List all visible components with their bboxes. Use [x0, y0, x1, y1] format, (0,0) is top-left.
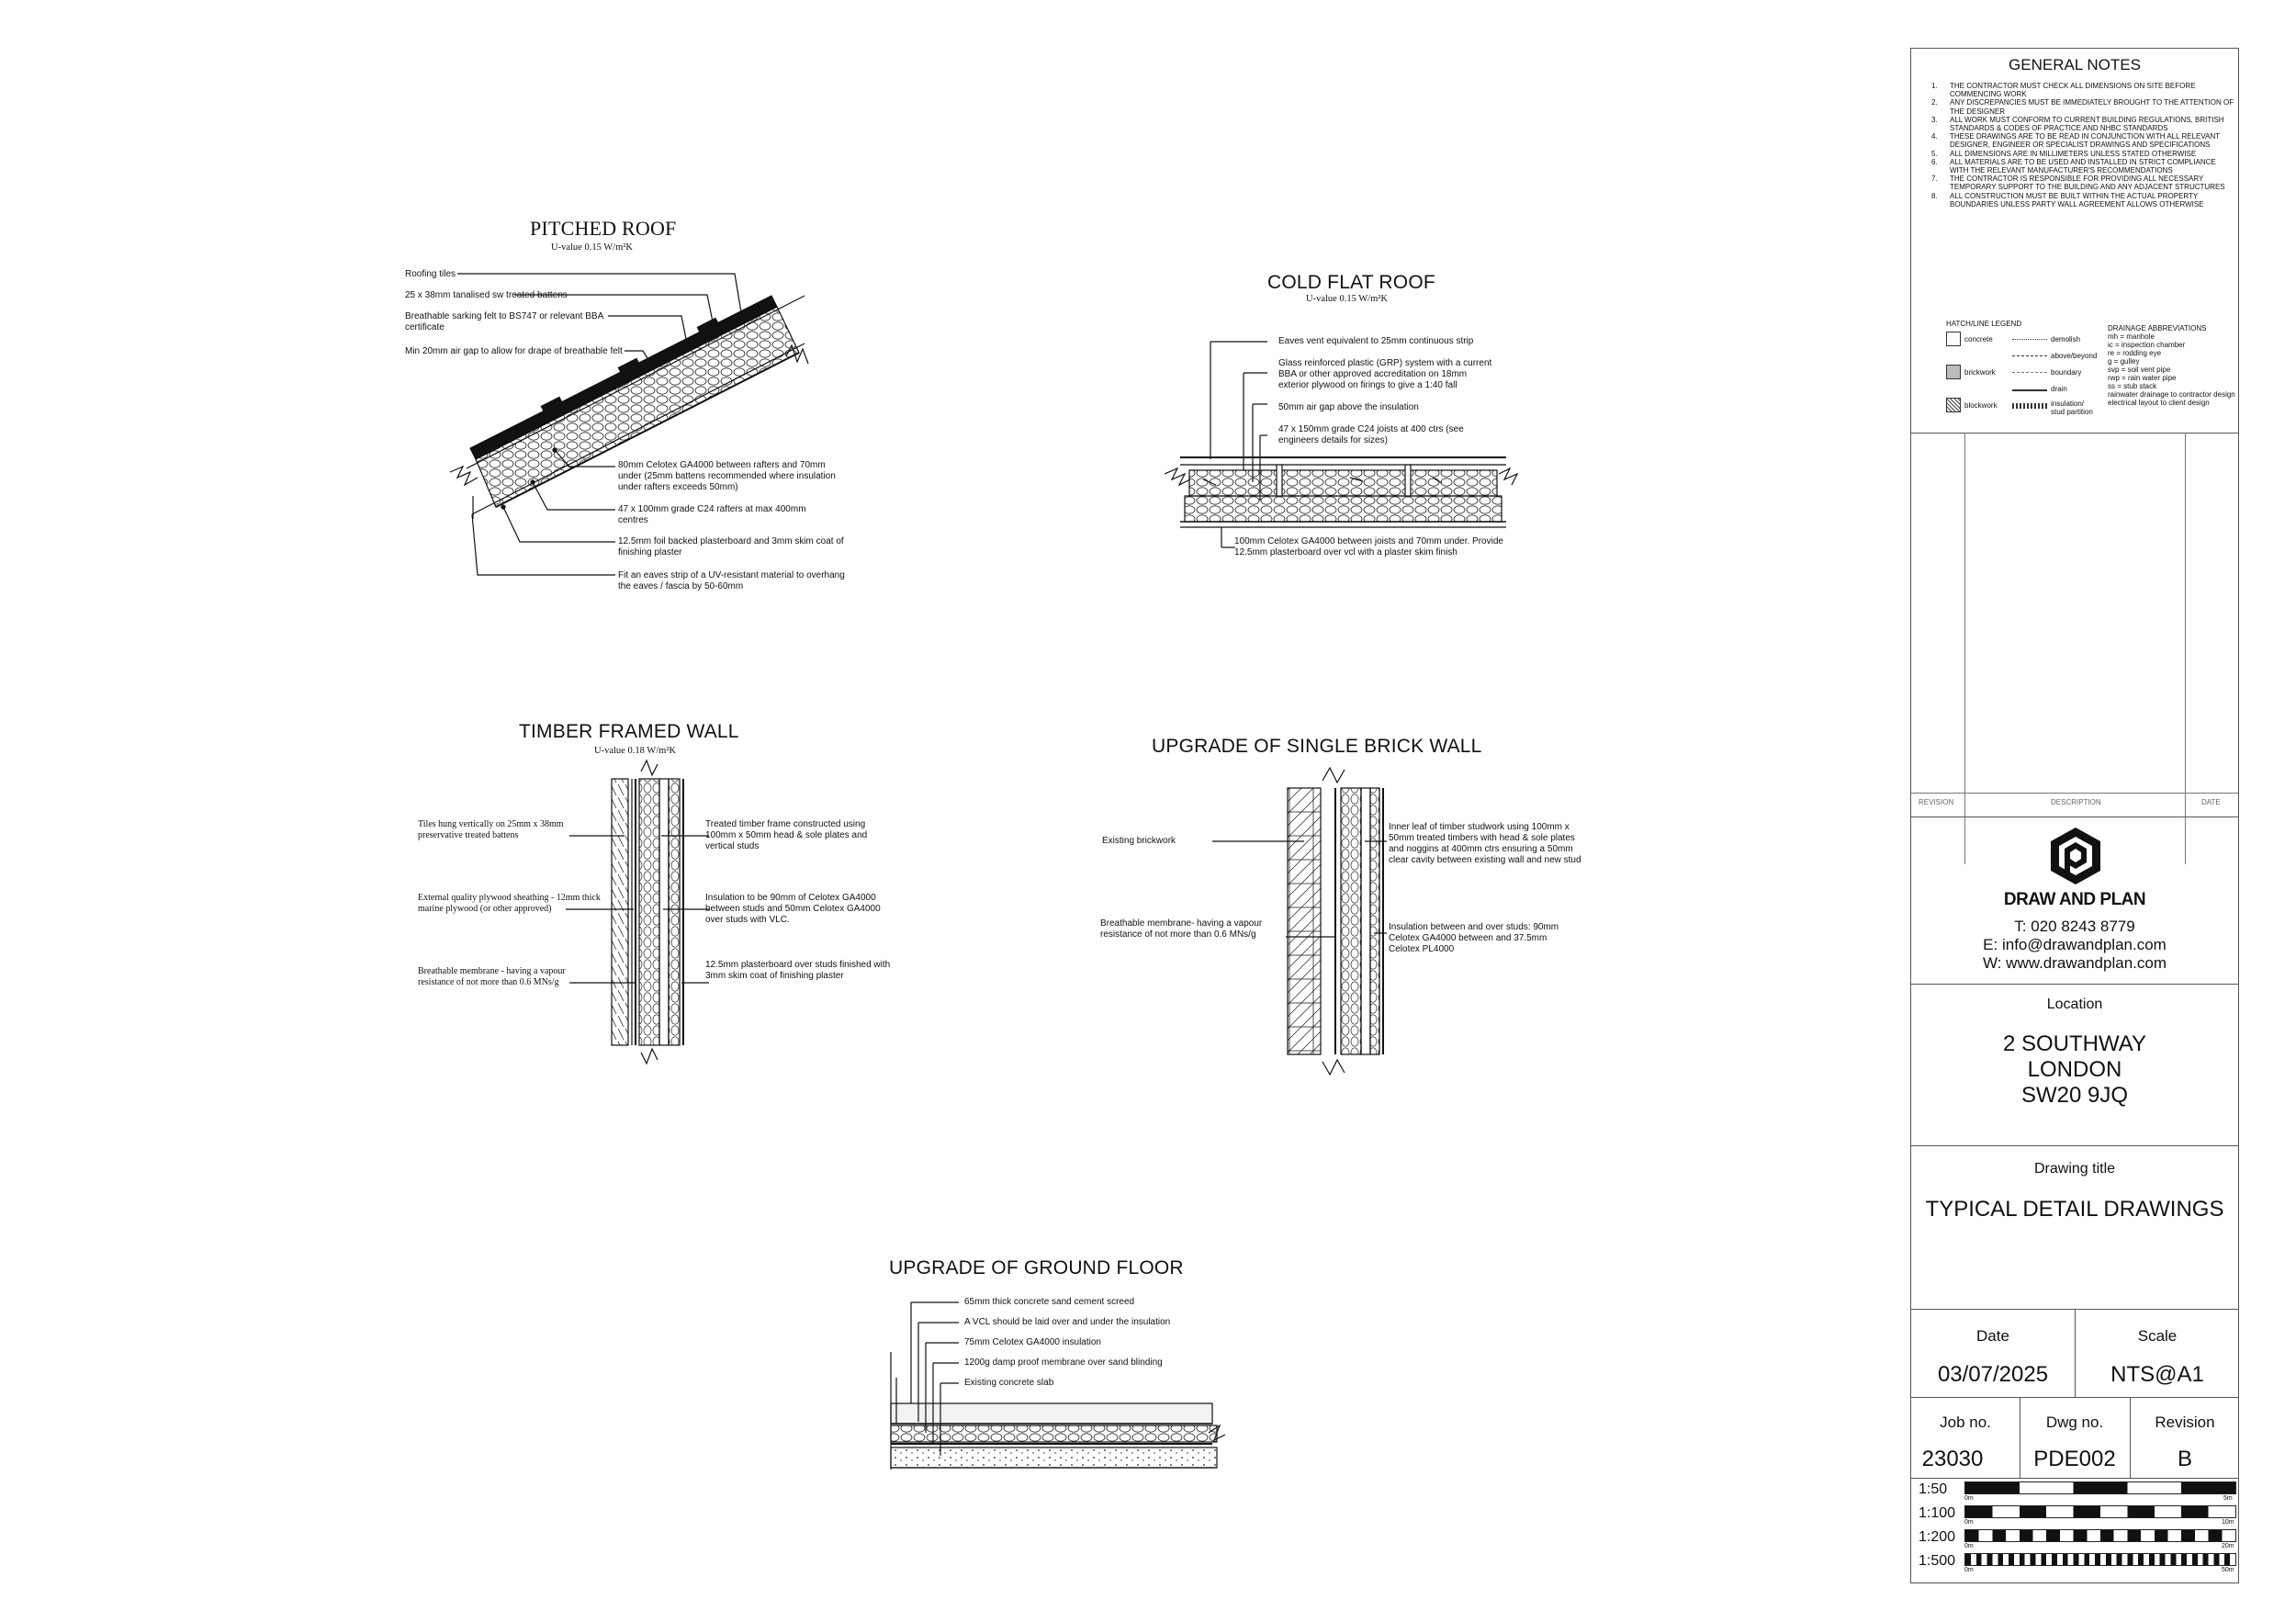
- general-note: 7. THE CONTRACTOR IS RESPONSIBLE FOR PROVIDING ALL NECESSARY TEMPORARY SUPPORT TO THE BUILDING AND ANY ADJACENT STRUCTURES: [1931, 175, 2225, 192]
- scale-bar: [1964, 1529, 2236, 1542]
- timber-wall-label: Tiles hung vertically on 25mm x 38mm preservative treated battens: [418, 819, 564, 840]
- general-note: 2. ANY DISCREPANCIES MUST BE IMMEDIATELY BROUGHT TO THE ATTENTION OF THE DESIGNER: [1931, 98, 2234, 116]
- drawing-title-label: Drawing title: [2033, 1161, 2116, 1177]
- dwg-value: PDE002: [2033, 1447, 2116, 1471]
- pitched-roof-label: 47 x 100mm grade C24 rafters at max 400mm centres: [618, 504, 806, 525]
- company-logo-icon: [2049, 826, 2102, 886]
- brick-wall-title: UPGRADE OF SINGLE BRICK WALL: [1152, 736, 1482, 757]
- drainage-item: re = rodding eye: [2108, 349, 2162, 357]
- company-phone: T: 020 8243 8779: [2014, 918, 2135, 935]
- legend-item: concrete: [1964, 335, 1993, 344]
- above-beyond-line: [2012, 355, 2047, 356]
- revision-header: REVISION: [1919, 798, 1954, 806]
- legend-item: brickwork: [1964, 368, 1996, 377]
- ground-floor-label: Existing concrete slab: [964, 1378, 1054, 1388]
- general-notes-list: [1931, 82, 2234, 208]
- legend-item: above/beyond: [2051, 352, 2098, 360]
- date-label: Date: [1976, 1327, 2009, 1345]
- concrete-swatch: [1946, 332, 1961, 346]
- divider: [1911, 433, 2238, 434]
- blockwork-swatch: [1946, 398, 1961, 412]
- pitched-roof-label: 25 x 38mm tanalised sw treated battens: [405, 290, 568, 300]
- ground-floor-label: 65mm thick concrete sand cement screed: [964, 1297, 1135, 1307]
- brick-wall-label: Insulation between and over studs: 90mm Celotex GA4000 between and 37.5mm Celotex PL4000: [1389, 922, 1559, 954]
- legend-item: boundary: [2051, 368, 2082, 377]
- drainage-item: rwp = rain water pipe: [2108, 374, 2177, 382]
- brick-wall-label: Inner leaf of timber studwork using 100mm x 50mm treated timbers with head & sole plates and noggins at 400mm ctrs ensuring a 50mm clear cavity between existing wall and new stud: [1389, 822, 1581, 865]
- divider: [1911, 984, 2238, 985]
- pitched-roof-title: PITCHED ROOF: [530, 217, 677, 240]
- pitched-roof-label: 12.5mm foil backed plasterboard and 3mm skim coat of finishing plaster: [618, 536, 844, 558]
- cold-flat-roof-label: 50mm air gap above the insulation: [1278, 402, 1419, 412]
- cold-flat-roof-uvalue: U-value 0.15 W/m²K: [1306, 294, 1388, 304]
- hatch-legend-title: HATCH/LINE LEGEND: [1946, 320, 2022, 328]
- scale-bar-label: 1:50: [1919, 1481, 1948, 1497]
- scale-bar-end: 10m: [2222, 1519, 2234, 1526]
- scale-bar-end: 20m: [2222, 1543, 2234, 1549]
- legend-item: drain: [2051, 385, 2067, 393]
- date-value: 03/07/2025: [1937, 1362, 2049, 1387]
- company-website: W: www.drawandplan.com: [1983, 954, 2167, 972]
- scale-bar-start: 0m: [1964, 1567, 1974, 1573]
- legend-item: insulation/ stud partition: [2051, 400, 2093, 416]
- dwg-label: Dwg no.: [2045, 1414, 2104, 1431]
- ground-floor-label: 75mm Celotex GA4000 insulation: [964, 1337, 1101, 1347]
- drainage-item: electrical layout to client design: [2108, 399, 2210, 407]
- scale-bar-label: 1:100: [1919, 1505, 1956, 1521]
- timber-wall-label: Insulation to be 90mm of Celotex GA4000 between studs and 50mm Celotex GA4000 over studs with VLC.: [705, 893, 881, 925]
- pitched-roof-label: 80mm Celotex GA4000 between rafters and 70mm under (25mm battens recommended where insulation under rafters exceeds 50mm): [618, 460, 836, 492]
- brick-wall-label: Existing brickwork: [1102, 836, 1176, 846]
- timber-wall-uvalue: U-value 0.18 W/m²K: [594, 746, 676, 756]
- pitched-roof-label: Min 20mm air gap to allow for drape of breathable felt: [405, 346, 623, 356]
- divider: [2185, 433, 2186, 864]
- scale-bar: [1964, 1505, 2236, 1518]
- boundary-line: [2012, 372, 2047, 373]
- drainage-item: rainwater drainage to contractor design: [2108, 390, 2235, 399]
- pitched-roof-label: Fit an eaves strip of a UV-resistant material to overhang the eaves / fascia by 50-60mm: [618, 570, 845, 591]
- drainage-item: ic = inspection chamber: [2108, 341, 2186, 349]
- divider: [1911, 1145, 2238, 1146]
- cold-flat-roof-title: COLD FLAT ROOF: [1267, 272, 1435, 293]
- scale-bar: [1964, 1553, 2236, 1566]
- scale-bar-label: 1:200: [1919, 1529, 1956, 1545]
- scale-bar-start: 0m: [1964, 1543, 1974, 1549]
- revision-value: B: [2177, 1447, 2192, 1471]
- divider: [1911, 1478, 2238, 1479]
- timber-wall-title: TIMBER FRAMED WALL: [519, 721, 739, 742]
- demolish-line: [2012, 339, 2047, 340]
- general-note: 3. ALL WORK MUST CONFORM TO CURRENT BUILDING REGULATIONS, BRITISH STANDARDS & CODES OF PRACTICE AND NHBC STANDARDS: [1931, 115, 2224, 133]
- scale-label: Scale: [2137, 1327, 2178, 1345]
- divider: [1911, 793, 2238, 794]
- location-label: Location: [2046, 997, 2103, 1012]
- job-label: Job no.: [1940, 1414, 1991, 1431]
- timber-wall-label: External quality plywood sheathing - 12mm thick marine plywood (or other approved): [418, 893, 601, 914]
- ground-floor-title: UPGRADE OF GROUND FLOOR: [889, 1257, 1184, 1278]
- pitched-roof-uvalue: U-value 0.15 W/m²K: [551, 242, 633, 253]
- drawing-title: TYPICAL DETAIL DRAWINGS: [1925, 1197, 2224, 1222]
- company-name: DRAW AND PLAN: [2003, 890, 2146, 909]
- drainage-item: g = gulley: [2108, 357, 2140, 366]
- legend-item: demolish: [2051, 335, 2081, 344]
- cold-flat-roof-label: 100mm Celotex GA4000 between joists and 70mm under. Provide 12.5mm plasterboard over vcl with a plaster skim finish: [1234, 536, 1503, 558]
- location-line: 2 SOUTHWAY: [2002, 1031, 2146, 1056]
- description-header: DESCRIPTION: [2051, 798, 2101, 806]
- divider: [1911, 1397, 2238, 1398]
- timber-wall-label: Breathable membrane - having a vapour resistance of not more than 0.6 MNs/g: [418, 966, 566, 987]
- pitched-roof-label: Roofing tiles: [405, 269, 456, 279]
- scale-bar: [1964, 1481, 2236, 1494]
- date-header: DATE: [2201, 798, 2221, 806]
- general-note: 5. ALL DIMENSIONS ARE IN MILLIMETERS UNLESS STATED OTHERWISE: [1931, 149, 2197, 158]
- cold-flat-roof-label: Eaves vent equivalent to 25mm continuous strip: [1278, 336, 1474, 346]
- scale-bar-start: 0m: [1964, 1495, 1974, 1502]
- general-notes-title: GENERAL NOTES: [2009, 56, 2141, 73]
- company-email: E: info@drawandplan.com: [1983, 936, 2167, 953]
- general-note: 6. ALL MATERIALS ARE TO BE USED AND INSTALLED IN STRICT COMPLIANCE WITH THE RELEVANT MANUFACTURER'S RECOMMENDATIONS: [1931, 157, 2216, 175]
- ground-floor-label: 1200g damp proof membrane over sand blinding: [964, 1357, 1163, 1368]
- drainage-title: DRAINAGE ABBREVIATIONS: [2108, 324, 2207, 332]
- scale-bar-label: 1:500: [1919, 1553, 1956, 1569]
- job-value: 23030: [1921, 1447, 1984, 1471]
- revision-label: Revision: [2155, 1414, 2215, 1431]
- insulation-line: [2012, 403, 2047, 409]
- timber-wall-label: 12.5mm plasterboard over studs finished with 3mm skim coat of finishing plaster: [705, 960, 891, 981]
- location-line: LONDON: [2027, 1057, 2122, 1082]
- general-note: 1. THE CONTRACTOR MUST CHECK ALL DIMENSIONS ON SITE BEFORE COMMENCING WORK: [1931, 82, 2196, 99]
- drainage-item: svp = soil vent pipe: [2108, 366, 2171, 374]
- timber-wall-label: Treated timber frame constructed using 100mm x 50mm head & sole plates and vertical studs: [705, 819, 868, 851]
- drainage-item: ss = stub stack: [2108, 382, 2157, 390]
- cold-flat-roof-label: Glass reinforced plastic (GRP) system with a current BBA or other approved accreditation on 18mm exterior plywood on firings to give a 1:40 fall: [1278, 358, 1492, 390]
- ground-floor-label: A VCL should be laid over and under the insulation: [964, 1317, 1171, 1327]
- scale-bar-end: 50m: [2222, 1567, 2234, 1573]
- drain-line: [2012, 389, 2047, 391]
- drainage-item: mh = manhole: [2108, 332, 2155, 341]
- legend-item: blockwork: [1964, 401, 1998, 410]
- general-note: 4. THESE DRAWINGS ARE TO BE READ IN CONJUNCTION WITH ALL RELEVANT DESIGNER, ENGINEER OR SPECIALIST DRAWINGS AND SPECIFICATIONS: [1931, 132, 2220, 150]
- title-block: [1910, 48, 2239, 1583]
- scale-bar-end: 5m: [2223, 1495, 2233, 1502]
- brick-wall-label: Breathable membrane- having a vapour resistance of not more than 0.6 MNs/g: [1100, 918, 1263, 940]
- location-line: SW20 9JQ: [2020, 1083, 2129, 1108]
- pitched-roof-label: Breathable sarking felt to BS747 or relevant BBA certificate: [405, 311, 603, 332]
- scale-value: NTS@A1: [2110, 1362, 2204, 1387]
- cold-flat-roof-label: 47 x 150mm grade C24 joists at 400 ctrs (see engineers details for sizes): [1278, 424, 1464, 445]
- divider: [1964, 433, 1965, 864]
- brickwork-swatch: [1946, 365, 1961, 379]
- scale-bar-start: 0m: [1964, 1519, 1974, 1526]
- general-note: 8. ALL CONSTRUCTION MUST BE BUILT WITHIN THE ACTUAL PROPERTY BOUNDARIES UNLESS PARTY WALL AGREEMENT ALLOWS OTHERWISE: [1931, 191, 2204, 208]
